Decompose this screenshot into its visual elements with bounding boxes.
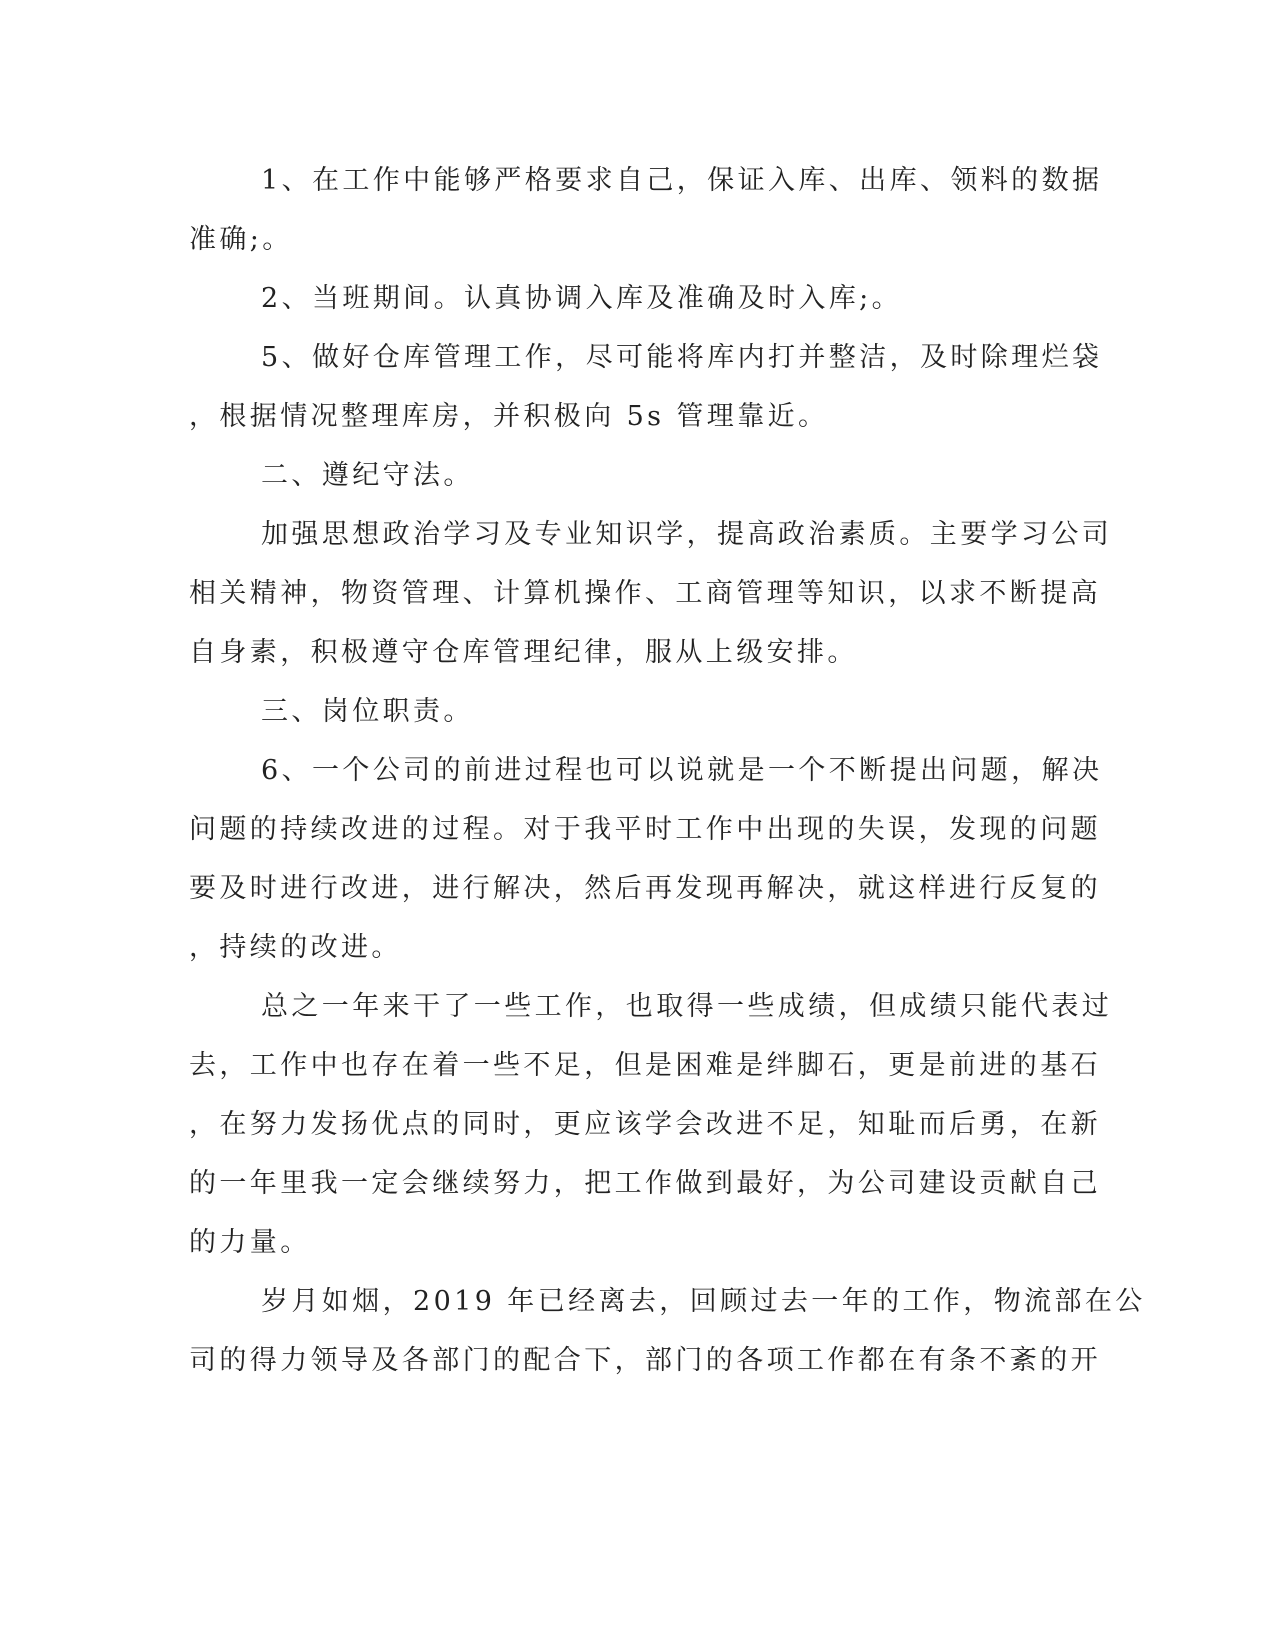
text-line: 1、在工作中能够严格要求自己，保证入库、出库、领料的数据 (261, 165, 1103, 196)
text-line: 2、当班期间。认真协调入库及准确及时入库;。 (261, 283, 903, 314)
text-line: 自身素，积极遵守仓库管理纪律，服从上级安排。 (189, 637, 858, 668)
text-line: ，持续的改进。 (189, 932, 402, 963)
text-line: 总之一年来干了一些工作，也取得一些成绩，但成绩只能代表过 (261, 991, 1113, 1022)
text-line: 岁月如烟，2019 年已经离去，回顾过去一年的工作，物流部在公 (261, 1286, 1146, 1317)
text-line: ，根据情况整理库房，并积极向 5s 管理靠近。 (189, 401, 829, 432)
text-line: 6、一个公司的前进过程也可以说就是一个不断提出问题，解决 (261, 755, 1103, 786)
text-line: 去，工作中也存在着一些不足，但是困难是绊脚石，更是前进的基石 (189, 1050, 1101, 1081)
text-line: 三、岗位职责。 (261, 696, 474, 727)
text-line: 准确;。 (189, 224, 293, 255)
text-line: 要及时进行改进，进行解决，然后再发现再解决，就这样进行反复的 (189, 873, 1101, 904)
text-line: 问题的持续改进的过程。对于我平时工作中出现的失误，发现的问题 (189, 814, 1101, 845)
text-line: ，在努力发扬优点的同时，更应该学会改进不足，知耻而后勇，在新 (189, 1109, 1101, 1140)
text-line: 二、遵纪守法。 (261, 460, 474, 491)
text-line: 的一年里我一定会继续努力，把工作做到最好，为公司建设贡献自己 (189, 1168, 1101, 1199)
text-line: 加强思想政治学习及专业知识学，提高政治素质。主要学习公司 (261, 519, 1113, 550)
text-line: 的力量。 (189, 1227, 311, 1258)
text-line: 司的得力领导及各部门的配合下，部门的各项工作都在有条不紊的开 (189, 1345, 1101, 1376)
text-line: 5、做好仓库管理工作，尽可能将库内打并整洁，及时除理烂袋 (261, 342, 1103, 373)
text-line: 相关精神，物资管理、计算机操作、工商管理等知识，以求不断提高 (189, 578, 1101, 609)
